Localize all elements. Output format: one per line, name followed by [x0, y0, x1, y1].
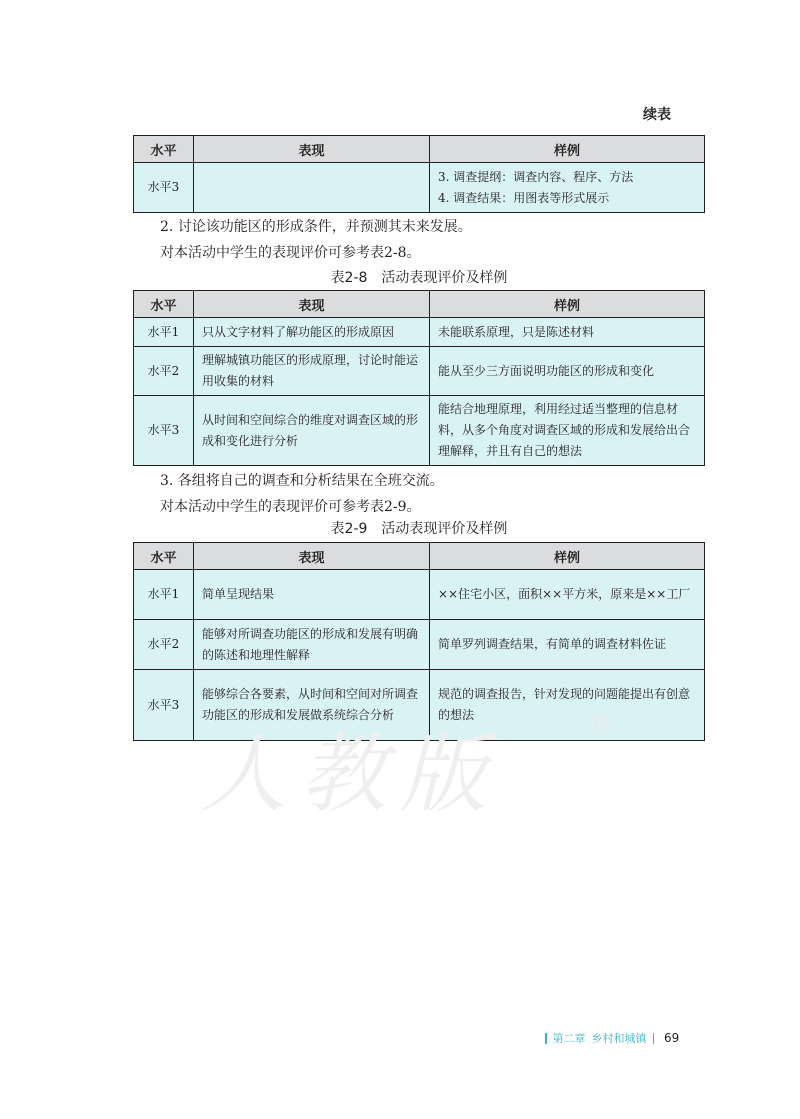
performance-cell: 从时间和空间综合的维度对调查区域的形成和变化进行分析 — [194, 396, 430, 466]
continued-table-label: 续表 — [643, 107, 671, 123]
header-example: 样例 — [430, 543, 705, 570]
paragraph-exchange: 3. 各组将自己的调查和分析结果在全班交流。 — [160, 473, 444, 489]
table-header-row — [134, 291, 705, 318]
level-cell: 水平2 — [134, 347, 194, 396]
table-row — [134, 318, 705, 347]
performance-cell — [194, 163, 430, 213]
header-performance: 表现 — [194, 291, 430, 318]
example-cell: 能从至少三方面说明功能区的形成和变化 — [430, 347, 705, 396]
table-2-8 — [133, 290, 705, 466]
header-performance: 表现 — [194, 543, 430, 570]
header-performance: 表现 — [194, 136, 430, 163]
example-cell: 能结合地理原理，利用经过适当整理的信息材料，从多个角度对调查区域的形成和发展给出合理解释，并且有自己的想法 — [430, 396, 705, 466]
table-row — [134, 163, 705, 213]
level-cell: 水平2 — [134, 620, 194, 670]
publisher-watermark: 人教版 — [200, 725, 500, 825]
example-cell: 简单罗列调查结果，有简单的调查材料佐证 — [430, 620, 705, 670]
header-example: 样例 — [430, 136, 705, 163]
table-row — [134, 396, 705, 466]
example-line: 3. 调查提纲：调查内容、程序、方法 — [438, 169, 634, 184]
table-header-row — [134, 136, 705, 163]
example-cell: ××住宅小区，面积××平方米，原来是××工厂 — [430, 570, 705, 620]
example-cell — [430, 163, 705, 213]
example-cell: 规范的调查报告，针对发现的问题能提出有创意的想法 — [430, 670, 705, 741]
paragraph-reference-2-9: 对本活动中学生的表现评价可参考表2-9。 — [160, 499, 421, 515]
example-cell: 未能联系原理，只是陈述材料 — [430, 318, 705, 347]
table-header-row — [134, 543, 705, 570]
table-row — [134, 347, 705, 396]
header-example: 样例 — [430, 291, 705, 318]
level-cell: 水平1 — [134, 318, 194, 347]
footer-chapter-title: 乡村和城镇 — [591, 1032, 647, 1045]
level-cell: 水平3 — [134, 163, 194, 213]
performance-cell: 简单呈现结果 — [194, 570, 430, 620]
header-level: 水平 — [134, 543, 194, 570]
footer-divider — [653, 1033, 655, 1044]
header-level: 水平 — [134, 291, 194, 318]
paragraph-reference-2-8: 对本活动中学生的表现评价可参考表2-8。 — [160, 245, 421, 261]
example-line: 4. 调查结果：用图表等形式展示 — [438, 190, 610, 205]
table-row — [134, 620, 705, 670]
page-footer — [545, 1030, 679, 1046]
performance-cell: 只从文字材料了解功能区的形成原因 — [194, 318, 430, 347]
footer-chapter: 第二章 — [552, 1032, 586, 1045]
level-cell: 水平1 — [134, 570, 194, 620]
performance-cell: 能够综合各要素，从时间和空间对所调查功能区的形成和发展做系统综合分析 — [194, 670, 430, 741]
registered-mark: ® — [588, 708, 616, 741]
table-2-8-caption: 表2-8 活动表现评价及样例 — [330, 270, 508, 286]
paragraph-discuss: 2. 讨论该功能区的形成条件，并预测其未来发展。 — [160, 219, 472, 235]
table-2-9-caption: 表2-9 活动表现评价及样例 — [330, 521, 508, 537]
level-cell: 水平3 — [134, 670, 194, 741]
page-number: 69 — [664, 1031, 680, 1045]
table-row — [134, 570, 705, 620]
performance-cell: 能够对所调查功能区的形成和发展有明确的陈述和地理性解释 — [194, 620, 430, 670]
header-level: 水平 — [134, 136, 194, 163]
footer-divider — [545, 1033, 547, 1044]
continued-table — [133, 135, 705, 213]
performance-cell: 理解城镇功能区的形成原理，讨论时能运用收集的材料 — [194, 347, 430, 396]
level-cell: 水平3 — [134, 396, 194, 466]
